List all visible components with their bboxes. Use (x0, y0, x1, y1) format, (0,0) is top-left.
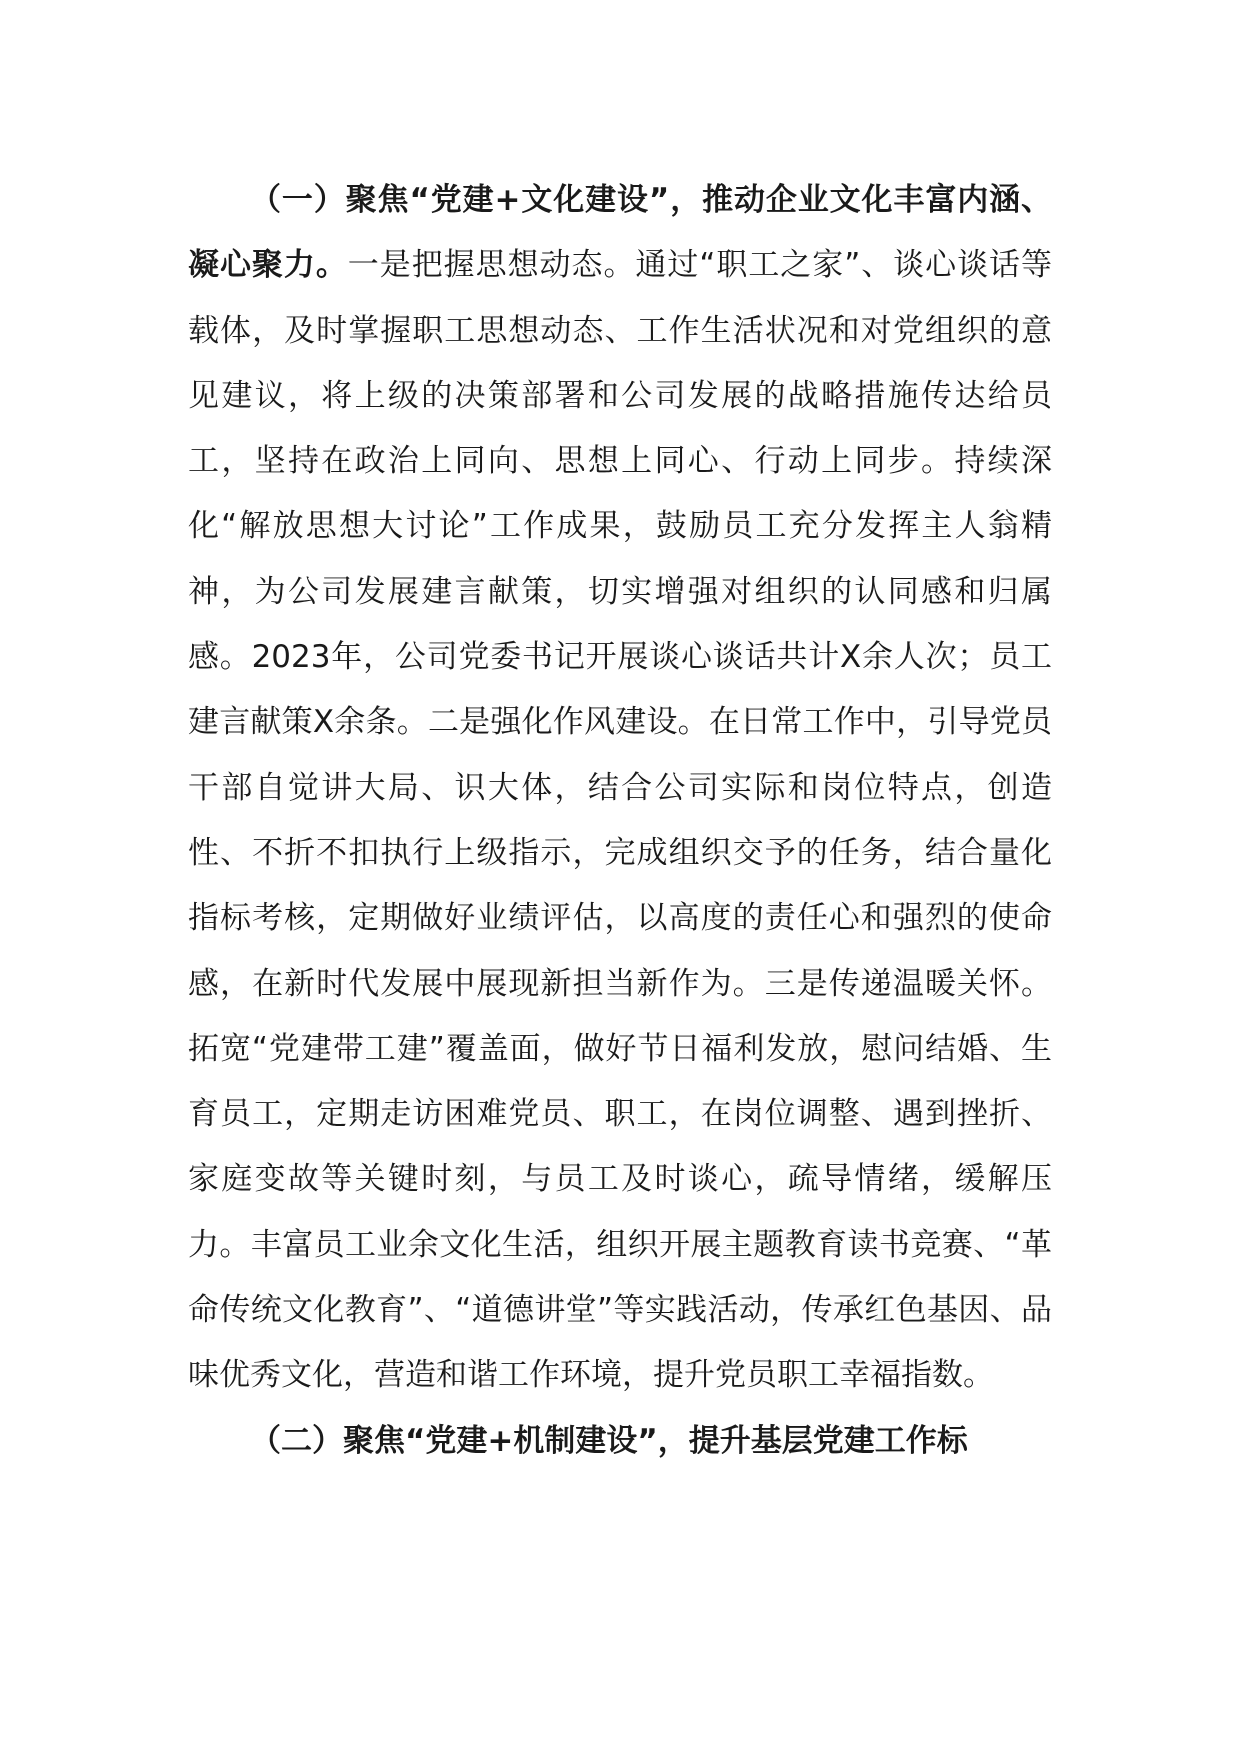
section-1-body: 一是把握思想动态。通过“职工之家”、谈心谈话等载体，及时掌握职工思想动态、工作生活状况和对党组织的意见建议，将上级的决策部署和公司发展的战略措施传达给员工，坚持在政治上同向、思想上同心、行动上同步。持续深化“解放思想大讨论”工作成果，鼓励员工充分发挥主人翁精神，为公司发展建言献策，切实增强对组织的认同感和归属感。2023年，公司党委书记开展谈心谈话共计X余人次；员工建言献策X余条。二是强化作风建设。在日常工作中，引导党员干部自觉讲大局、识大体，结合公司实际和岗位特点，创造性、不折不扣执行上级指示，完成组织交予的任务，结合量化指标考核，定期做好业绩评估，以高度的责任心和强烈的使命感，在新时代发展中展现新担当新作为。三是传递温暖关怀。拓宽“党建带工建”覆盖面，做好节日福利发放，慰问结婚、生育员工，定期走访困难党员、职工，在岗位调整、遇到挫折、家庭变故等关键时刻，与员工及时谈心，疏导情绪，缓解压力。丰富员工业余文化生活，组织开展主题教育读书竞赛、“革命传统文化教育”、“道德讲堂”等实践活动，传承红色基因、品味优秀文化，营造和谐工作环境，提升党员职工幸福指数。 (188, 247, 1052, 1394)
section-1-heading: （一）聚焦“党建+文化建设”，推动企业文化丰富内涵、凝心聚力。 (188, 182, 1052, 284)
paragraph-section-2 (188, 1409, 1052, 1474)
paragraph-section-1 (188, 168, 1052, 1409)
section-2-heading: （二）聚焦“党建+机制建设”，提升基层党建工作标 (250, 1422, 968, 1459)
document-body (188, 168, 1052, 1474)
